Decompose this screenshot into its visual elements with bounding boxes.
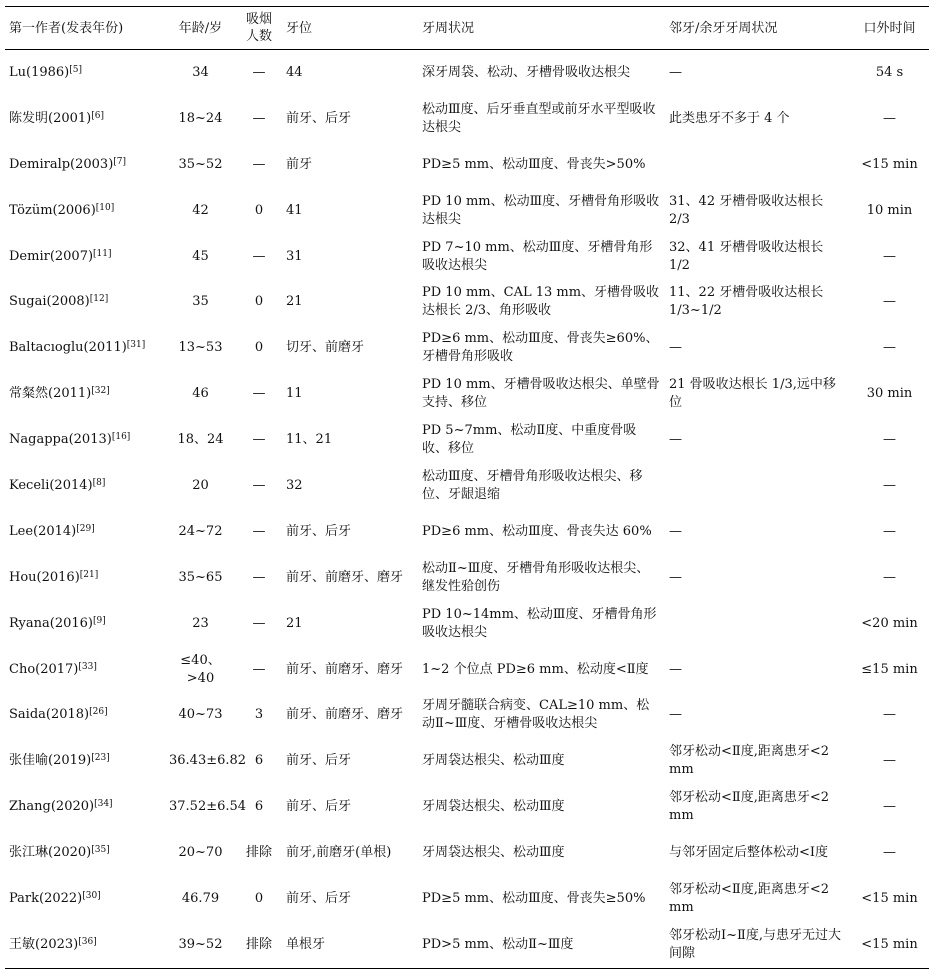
- cell-tooth: 前牙、后牙: [286, 523, 352, 539]
- reference-number: [5]: [69, 64, 82, 75]
- cell-age: ≤40、>40: [180, 652, 221, 686]
- cell-adjacent: —: [669, 707, 682, 723]
- header-row: [5, 7, 929, 50]
- cell-tooth: 前牙、后牙: [286, 753, 352, 769]
- cell-age: 40~73: [178, 707, 223, 723]
- cell-age: 46: [192, 386, 209, 402]
- cell-adjacent: 21 骨吸收达根长 1/3,远中移位: [669, 377, 836, 411]
- cell-time: ≤15 min: [861, 661, 918, 677]
- cell-age: 34: [192, 64, 209, 80]
- author-name: 常粲然(2011): [9, 386, 92, 402]
- cell-age: 18、24: [177, 432, 224, 448]
- cell-perio: 牙周袋达根尖、松动Ⅲ度: [422, 753, 565, 769]
- table-row: [5, 463, 929, 509]
- author-name: Ryana(2016): [9, 615, 94, 631]
- cell-age: 35~52: [178, 156, 223, 172]
- cell-tooth: 11: [286, 386, 303, 402]
- cell-time: —: [883, 707, 896, 723]
- cell-time: <15 min: [861, 156, 918, 172]
- cell-time: 10 min: [866, 202, 913, 218]
- cell-smoke: —: [252, 615, 266, 631]
- cell-time: —: [883, 110, 896, 126]
- cell-author: [5, 463, 165, 509]
- cell-age: 45: [192, 248, 209, 264]
- cell-perio: 牙周袋达根尖、松动Ⅲ度: [422, 845, 565, 861]
- cell-adjacent: —: [669, 569, 682, 585]
- cell-adjacent: 32、41 牙槽骨吸收达根长 1/2: [669, 239, 824, 273]
- table-row: [5, 738, 929, 784]
- cell-perio: PD 10 mm、牙槽骨吸收达根尖、单壁骨支持、移位: [422, 377, 660, 411]
- author-name: Baltacıoglu(2011): [9, 340, 127, 356]
- cell-time: —: [883, 248, 896, 264]
- cell-adjacent: —: [669, 432, 682, 448]
- cell-time: —: [883, 569, 896, 585]
- cell-smoke: 0: [254, 294, 264, 310]
- cell-perio: PD>5 mm、松动Ⅱ~Ⅲ度: [418, 922, 665, 968]
- cell-adjacent: [665, 601, 850, 647]
- cell-time: <15 min: [850, 922, 929, 968]
- cell-time: <20 min: [861, 615, 918, 631]
- cell-author: [5, 922, 165, 968]
- cell-perio: 1~2 个位点 PD≥6 mm、松动度<Ⅱ度: [422, 661, 649, 677]
- table-row: [5, 922, 929, 968]
- cell-age: 20: [192, 477, 209, 493]
- reference-number: [10]: [95, 202, 115, 213]
- cell-author: [5, 188, 165, 234]
- author-name: Sugai(2008): [9, 294, 90, 310]
- reference-number: [29]: [76, 523, 95, 534]
- cell-tooth: 前牙、前磨牙、磨牙: [286, 569, 404, 585]
- cell-author: [5, 279, 165, 325]
- cell-author: [5, 876, 165, 922]
- table-row: [5, 188, 929, 234]
- cell-smoke: —: [252, 569, 266, 585]
- table-row: [5, 555, 929, 601]
- cell-tooth: 21: [286, 294, 303, 310]
- cell-tooth: 切牙、前磨牙: [286, 340, 365, 356]
- cell-tooth: 前牙、后牙: [286, 799, 352, 815]
- cell-tooth: 41: [286, 202, 303, 218]
- table-row: [5, 601, 929, 647]
- author-name: Lee(2014): [9, 523, 77, 539]
- cell-smoke: 排除: [245, 845, 272, 861]
- cell-smoke: 0: [254, 202, 264, 218]
- author-name: Demir(2007): [9, 248, 94, 264]
- cell-age: 36.43±6.82: [169, 753, 247, 769]
- header-perio: 牙周状况: [418, 7, 665, 50]
- cell-perio: 深牙周袋、松动、牙槽骨吸收达根尖: [422, 64, 631, 80]
- reference-number: [26]: [89, 707, 108, 718]
- reference-number: [9]: [93, 615, 106, 626]
- reference-number: [35]: [91, 845, 110, 856]
- cell-adjacent: 31、42 牙槽骨吸收达根长 2/3: [669, 193, 824, 227]
- cell-tooth: 前牙、前磨牙、磨牙: [286, 707, 404, 723]
- cell-age: 37.52±6.54: [169, 799, 247, 815]
- header-author: 第一作者(发表年份): [5, 7, 165, 50]
- cell-perio: PD≥5 mm、松动Ⅲ度、骨丧失≥50%: [422, 890, 646, 906]
- cell-author: [5, 509, 165, 555]
- cell-age: 35: [192, 294, 209, 310]
- header-tooth: 牙位: [282, 7, 418, 50]
- author-name: Zhang(2020): [9, 799, 95, 815]
- cell-smoke: —: [252, 248, 266, 264]
- table-row: [5, 876, 929, 922]
- cell-adjacent: —: [669, 661, 682, 677]
- cell-adjacent: 此类患牙不多于 4 个: [669, 110, 790, 126]
- table-row: [5, 325, 929, 371]
- cell-perio: PD≥6 mm、松动Ⅲ度、骨丧失达 60%: [422, 523, 652, 539]
- cell-age: 20~70: [178, 845, 223, 861]
- author-name: Cho(2017): [9, 661, 79, 677]
- cell-perio: PD≥5 mm、松动Ⅲ度、骨丧失>50%: [422, 156, 646, 172]
- header-age: 年龄/岁: [165, 7, 236, 50]
- cell-tooth: 前牙、后牙: [286, 110, 352, 126]
- cell-tooth: 31: [286, 248, 303, 264]
- cell-age: 46.79: [181, 890, 220, 906]
- table-row: [5, 96, 929, 142]
- reference-number: [32]: [91, 386, 110, 397]
- cell-time: —: [883, 340, 896, 356]
- cell-author: [5, 234, 165, 280]
- cell-author: [5, 555, 165, 601]
- cell-time: —: [883, 753, 896, 769]
- cell-perio: PD≥6 mm、松动Ⅲ度、骨丧失≥60%、牙槽骨角形吸收: [422, 331, 659, 365]
- cell-tooth: 前牙: [286, 156, 313, 172]
- table-body: [5, 50, 929, 969]
- cell-adjacent: 邻牙松动<Ⅱ度,距离患牙<2 mm: [669, 881, 830, 915]
- cell-author: [5, 50, 165, 96]
- cell-smoke: —: [252, 386, 266, 402]
- cell-adjacent: 邻牙松动Ⅰ~Ⅱ度,与患牙无过大间隙: [665, 922, 850, 968]
- cell-perio: 牙周牙髓联合病变、CAL≥10 mm、松动Ⅱ~Ⅲ度、牙槽骨吸收达根尖: [422, 698, 650, 732]
- reference-number: [16]: [111, 432, 131, 443]
- table-row: [5, 417, 929, 463]
- author-name: 王敏(2023): [9, 936, 79, 952]
- cell-perio: 松动Ⅲ度、牙槽骨角形吸收达根尖、移位、牙龈退缩: [422, 468, 643, 502]
- cell-smoke: —: [252, 64, 266, 80]
- author-name: Nagappa(2013): [9, 432, 112, 448]
- cell-age: 18~24: [178, 110, 223, 126]
- author-name: 陈发明(2001): [9, 110, 92, 126]
- cell-tooth: 32: [286, 477, 303, 493]
- author-name: 张佳喻(2019): [9, 753, 92, 769]
- reference-number: [33]: [78, 661, 97, 672]
- cell-smoke: 6: [254, 753, 264, 769]
- reference-number: [21]: [79, 569, 99, 580]
- cell-age: 42: [192, 202, 209, 218]
- cell-time: —: [883, 477, 896, 493]
- cell-author: [5, 738, 165, 784]
- cell-smoke: 0: [254, 340, 264, 356]
- cell-smoke: 0: [254, 890, 264, 906]
- cell-smoke: 排除: [236, 922, 282, 968]
- cell-smoke: —: [252, 661, 266, 677]
- header-smoke: 吸烟人数: [236, 7, 282, 50]
- author-name: Hou(2016): [9, 569, 80, 585]
- cell-author: [5, 325, 165, 371]
- cell-author: [5, 601, 165, 647]
- cell-perio: PD 7~10 mm、松动Ⅲ度、牙槽骨角形吸收达根尖: [422, 239, 653, 273]
- cell-adjacent: —: [669, 523, 682, 539]
- cell-time: —: [883, 432, 896, 448]
- cell-tooth: 前牙、前磨牙、磨牙: [286, 661, 404, 677]
- cell-adjacent: —: [669, 340, 682, 356]
- reference-number: [11]: [93, 248, 112, 259]
- reference-number: [36]: [78, 936, 97, 947]
- cell-adjacent: 与邻牙固定后整体松动<Ⅰ度: [669, 845, 829, 861]
- cell-perio: 松动Ⅲ度、后牙垂直型或前牙水平型吸收达根尖: [422, 101, 656, 135]
- cell-time: —: [883, 799, 896, 815]
- table-row: [5, 234, 929, 280]
- author-name: Keceli(2014): [9, 477, 93, 493]
- cell-adjacent: 邻牙松动<Ⅱ度,距离患牙<2 mm: [669, 744, 830, 778]
- cell-author: [5, 96, 165, 142]
- cell-smoke: —: [252, 110, 266, 126]
- reference-number: [31]: [126, 340, 146, 351]
- cell-age: 13~53: [178, 340, 223, 356]
- cell-perio: 牙周袋达根尖、松动Ⅲ度: [422, 799, 565, 815]
- header-time: 口外时间: [850, 7, 929, 50]
- cell-tooth: 单根牙: [282, 922, 418, 968]
- cell-time: —: [883, 845, 896, 861]
- author-name: Lu(1986): [9, 64, 70, 80]
- cell-author: [5, 784, 165, 830]
- cell-perio: PD 5~7mm、松动Ⅱ度、中重度骨吸收、移位: [422, 423, 637, 457]
- cell-author: [5, 692, 165, 738]
- author-name: Park(2022): [9, 890, 83, 906]
- cell-smoke: —: [252, 156, 266, 172]
- author-name: Demiralp(2003): [9, 156, 114, 172]
- cell-adjacent: 邻牙松动<Ⅱ度,距离患牙<2 mm: [669, 790, 830, 824]
- cell-time: 30 min: [866, 386, 913, 402]
- cell-tooth: 44: [286, 64, 303, 80]
- cell-smoke: 3: [254, 707, 264, 723]
- cell-adjacent: [665, 463, 850, 509]
- cell-adjacent: 11、22 牙槽骨吸收达根长 1/3~1/2: [669, 285, 824, 319]
- cell-tooth: 11、21: [286, 432, 333, 448]
- table-row: [5, 509, 929, 555]
- table-row: [5, 371, 929, 417]
- cell-age: 35~65: [178, 569, 223, 585]
- reference-number: [30]: [82, 890, 101, 901]
- reference-number: [7]: [113, 156, 127, 167]
- cell-time: —: [883, 294, 896, 310]
- cell-age: 24~72: [178, 523, 223, 539]
- table-row: [5, 50, 929, 96]
- table-row: [5, 142, 929, 188]
- cell-perio: PD 10 mm、松动Ⅲ度、牙槽骨角形吸收达根尖: [422, 193, 660, 227]
- cell-age: 39~52: [165, 922, 236, 968]
- reference-number: [8]: [92, 477, 106, 488]
- cell-smoke: —: [252, 477, 266, 493]
- cell-time: —: [883, 523, 896, 539]
- table-row: [5, 784, 929, 830]
- table-row: [5, 830, 929, 876]
- cell-tooth: 前牙,前磨牙(单根): [286, 845, 392, 861]
- reference-number: [12]: [89, 294, 109, 305]
- author-name: Saida(2018): [9, 707, 90, 723]
- cell-tooth: 21: [286, 615, 303, 631]
- cell-smoke: —: [252, 432, 266, 448]
- author-name: 张江琳(2020): [9, 845, 92, 861]
- header-adjacent: 邻牙/余牙牙周状况: [665, 7, 850, 50]
- cell-author: [5, 142, 165, 188]
- cell-tooth: 前牙、后牙: [286, 890, 352, 906]
- cell-perio: PD 10 mm、CAL 13 mm、牙槽骨吸收达根长 2/3、角形吸收: [422, 285, 660, 319]
- author-name: Tözüm(2006): [9, 202, 96, 218]
- cell-author: [5, 830, 165, 876]
- cell-author: [5, 371, 165, 417]
- cell-smoke: —: [252, 523, 266, 539]
- table-row: [5, 647, 929, 693]
- cell-time: 54 s: [875, 64, 904, 80]
- cell-adjacent: [665, 142, 850, 188]
- cell-author: [5, 417, 165, 463]
- cell-perio: PD 10~14mm、松动Ⅲ度、牙槽骨角形吸收达根尖: [422, 606, 657, 640]
- reference-number: [6]: [91, 110, 104, 121]
- cell-adjacent: —: [669, 64, 682, 80]
- reference-number: [23]: [91, 753, 110, 764]
- reference-number: [34]: [94, 799, 113, 810]
- table-row: [5, 692, 929, 738]
- cell-author: [5, 647, 165, 693]
- cell-time: <15 min: [861, 890, 918, 906]
- literature-table: [5, 6, 929, 969]
- table-row: [5, 279, 929, 325]
- cell-age: 23: [192, 615, 209, 631]
- cell-perio: 松动Ⅱ~Ⅲ度、牙槽骨角形吸收达根尖、继发性𬌗创伤: [422, 560, 650, 594]
- cell-smoke: 6: [254, 799, 264, 815]
